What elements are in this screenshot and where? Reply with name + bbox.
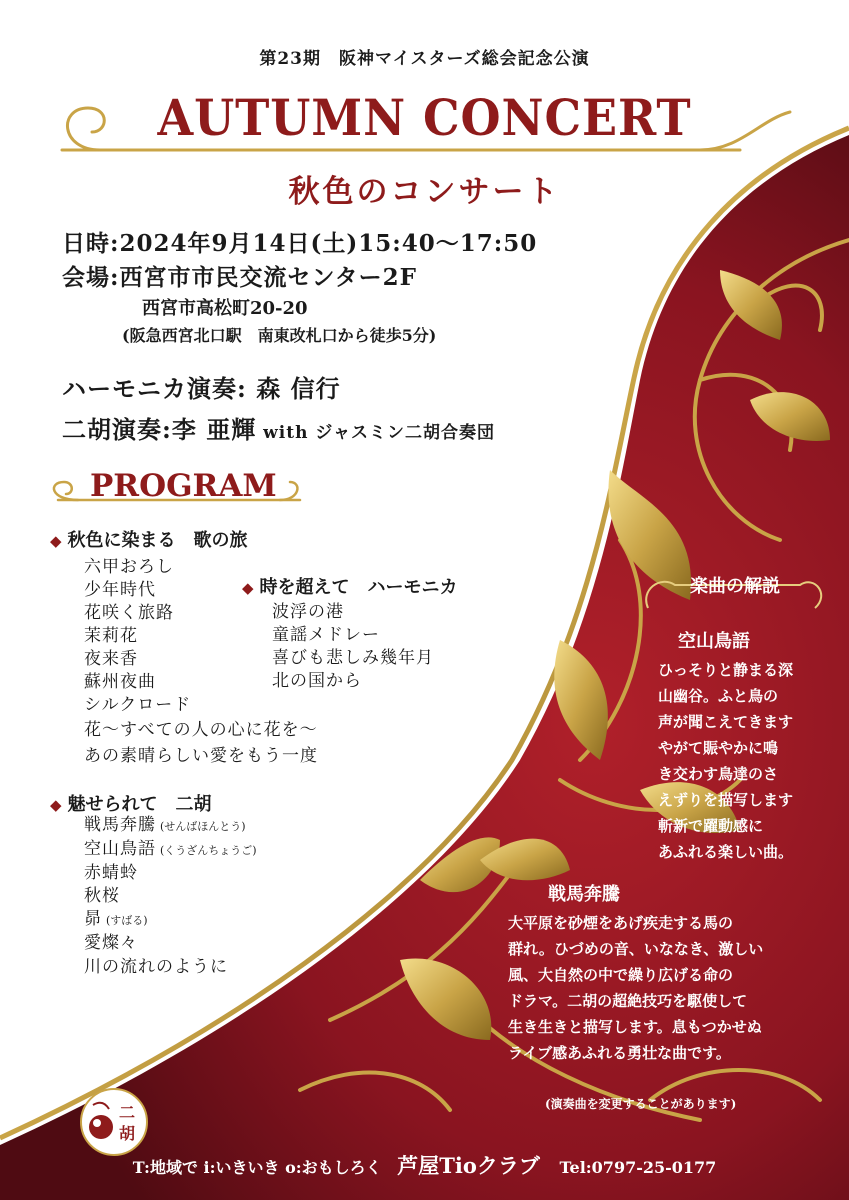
song-name: 愛燦々	[84, 933, 138, 953]
song-name: 昴	[84, 909, 102, 929]
section-1-label: 秋色に染まる 歌の旅	[67, 530, 248, 551]
footer-tagline: T:地域で i:いきいき o:おもしろく	[132, 1158, 382, 1177]
song-item: 波浮の港	[272, 602, 344, 622]
section-2-list	[272, 601, 434, 693]
program-heading: PROGRAM	[90, 468, 277, 504]
note-line: 大平原を砂煙をあげ疾走する馬の	[508, 914, 734, 932]
logo-char-2: 胡	[118, 1124, 136, 1143]
footer	[0, 1150, 849, 1180]
event-subtitle: 第23期 阪神マイスターズ総会記念公演	[259, 49, 590, 69]
song-item: あの素晴らしい愛をもう一度	[84, 746, 318, 766]
main-title: AUTUMN CONCERT	[157, 88, 692, 147]
erhu-performer-name: 二胡演奏:李 亜輝	[62, 415, 257, 444]
song-item	[84, 862, 257, 885]
harmonica-performer: ハーモニカ演奏: 森 信行	[62, 374, 341, 403]
song-item: 喜びも悲しみ幾年月	[272, 648, 434, 668]
note-line: 生き生きと描写します。息もつかせぬ	[508, 1018, 762, 1036]
note-line: ドラマ。二胡の超絶技巧を駆使して	[508, 992, 748, 1010]
datetime: 日時:2024年9月14日(土)15:40～17:50	[62, 230, 538, 257]
footer-org: 芦屋Tioクラブ	[397, 1153, 540, 1178]
japanese-title: 秋色のコンサート	[288, 174, 561, 210]
song-item	[84, 908, 257, 932]
note-line: ライブ感あふれる勇壮な曲です。	[508, 1044, 731, 1062]
song-item	[84, 885, 257, 908]
song-name: 秋桜	[84, 886, 120, 906]
song-name: 川の流れのように	[84, 957, 228, 977]
song-name: 戦馬奔騰	[84, 815, 156, 835]
song-name: 空山鳥語	[84, 839, 156, 859]
song-item	[84, 932, 257, 955]
song-item: 茉莉花	[84, 626, 138, 646]
note-line: 斬新で躍動感に	[658, 817, 764, 835]
song-item	[84, 814, 257, 838]
song-item: 花～すべての人の心に花を～	[84, 720, 318, 740]
note-line: 声が聞こえてきます	[658, 713, 794, 731]
song-item: シルクロード	[84, 695, 192, 715]
note-2-title: 戦馬奔騰	[548, 884, 620, 905]
note-line: ひっそりと静まる深	[658, 661, 794, 679]
diamond-icon: ◆	[50, 796, 62, 814]
note-2-body	[508, 910, 763, 1066]
section-3-list	[84, 814, 257, 980]
venue: 会場:西宮市市民交流センター2F	[62, 264, 417, 291]
address: 西宮市高松町20-20	[142, 298, 308, 319]
song-item: 童謡メドレー	[272, 625, 380, 645]
song-item: 少年時代	[84, 580, 156, 600]
section-1-title	[50, 526, 248, 552]
erhu-performer	[62, 410, 495, 445]
section-2-title	[242, 573, 458, 599]
erhu-logo	[79, 1087, 149, 1157]
note-line: あふれる楽しい曲。	[658, 843, 794, 861]
song-reading: (すばる)	[106, 914, 148, 927]
song-item: 蘇州夜曲	[84, 672, 156, 692]
note-1-body	[658, 657, 793, 865]
song-item	[84, 955, 257, 980]
song-item: 夜来香	[84, 649, 138, 669]
section-3-title	[50, 790, 212, 816]
song-name: 赤蜻蛉	[84, 863, 138, 883]
song-item: 北の国から	[272, 671, 362, 691]
logo-char-1: 二	[118, 1103, 136, 1122]
note-line: 山幽谷。ふと鳥の	[658, 687, 779, 705]
note-1-title: 空山鳥語	[678, 631, 750, 652]
erhu-ensemble: with ジャスミン二胡合奏団	[256, 423, 496, 443]
note-line: やがて賑やかに鳴	[658, 739, 779, 757]
program-change-disclaimer: (演奏曲を変更することがあります)	[545, 1097, 737, 1111]
access-info: (阪急西宮北口駅 南東改札口から徒歩5分)	[122, 326, 437, 345]
note-line: えずりを描写します	[658, 791, 794, 809]
note-line: き交わす鳥達のさ	[658, 765, 779, 783]
song-reading: (くうざんちょうご)	[160, 844, 257, 857]
note-line: 群れ。ひづめの音、いななき、激しい	[508, 940, 764, 958]
footer-tel: Tel:0797-25-0177	[559, 1158, 717, 1177]
song-item	[84, 838, 257, 862]
note-line: 風、大自然の中で繰り広げる命の	[508, 966, 734, 984]
notes-heading: 楽曲の解説	[690, 576, 780, 597]
section-2-label: 時を超えて ハーモニカ	[259, 577, 458, 598]
song-item: 花咲く旅路	[84, 603, 174, 623]
song-item: 六甲おろし	[84, 557, 174, 577]
section-3-label: 魅せられて 二胡	[67, 794, 212, 815]
diamond-icon: ◆	[242, 579, 254, 597]
diamond-icon: ◆	[50, 532, 62, 550]
song-reading: (せんばほんとう)	[160, 820, 246, 833]
